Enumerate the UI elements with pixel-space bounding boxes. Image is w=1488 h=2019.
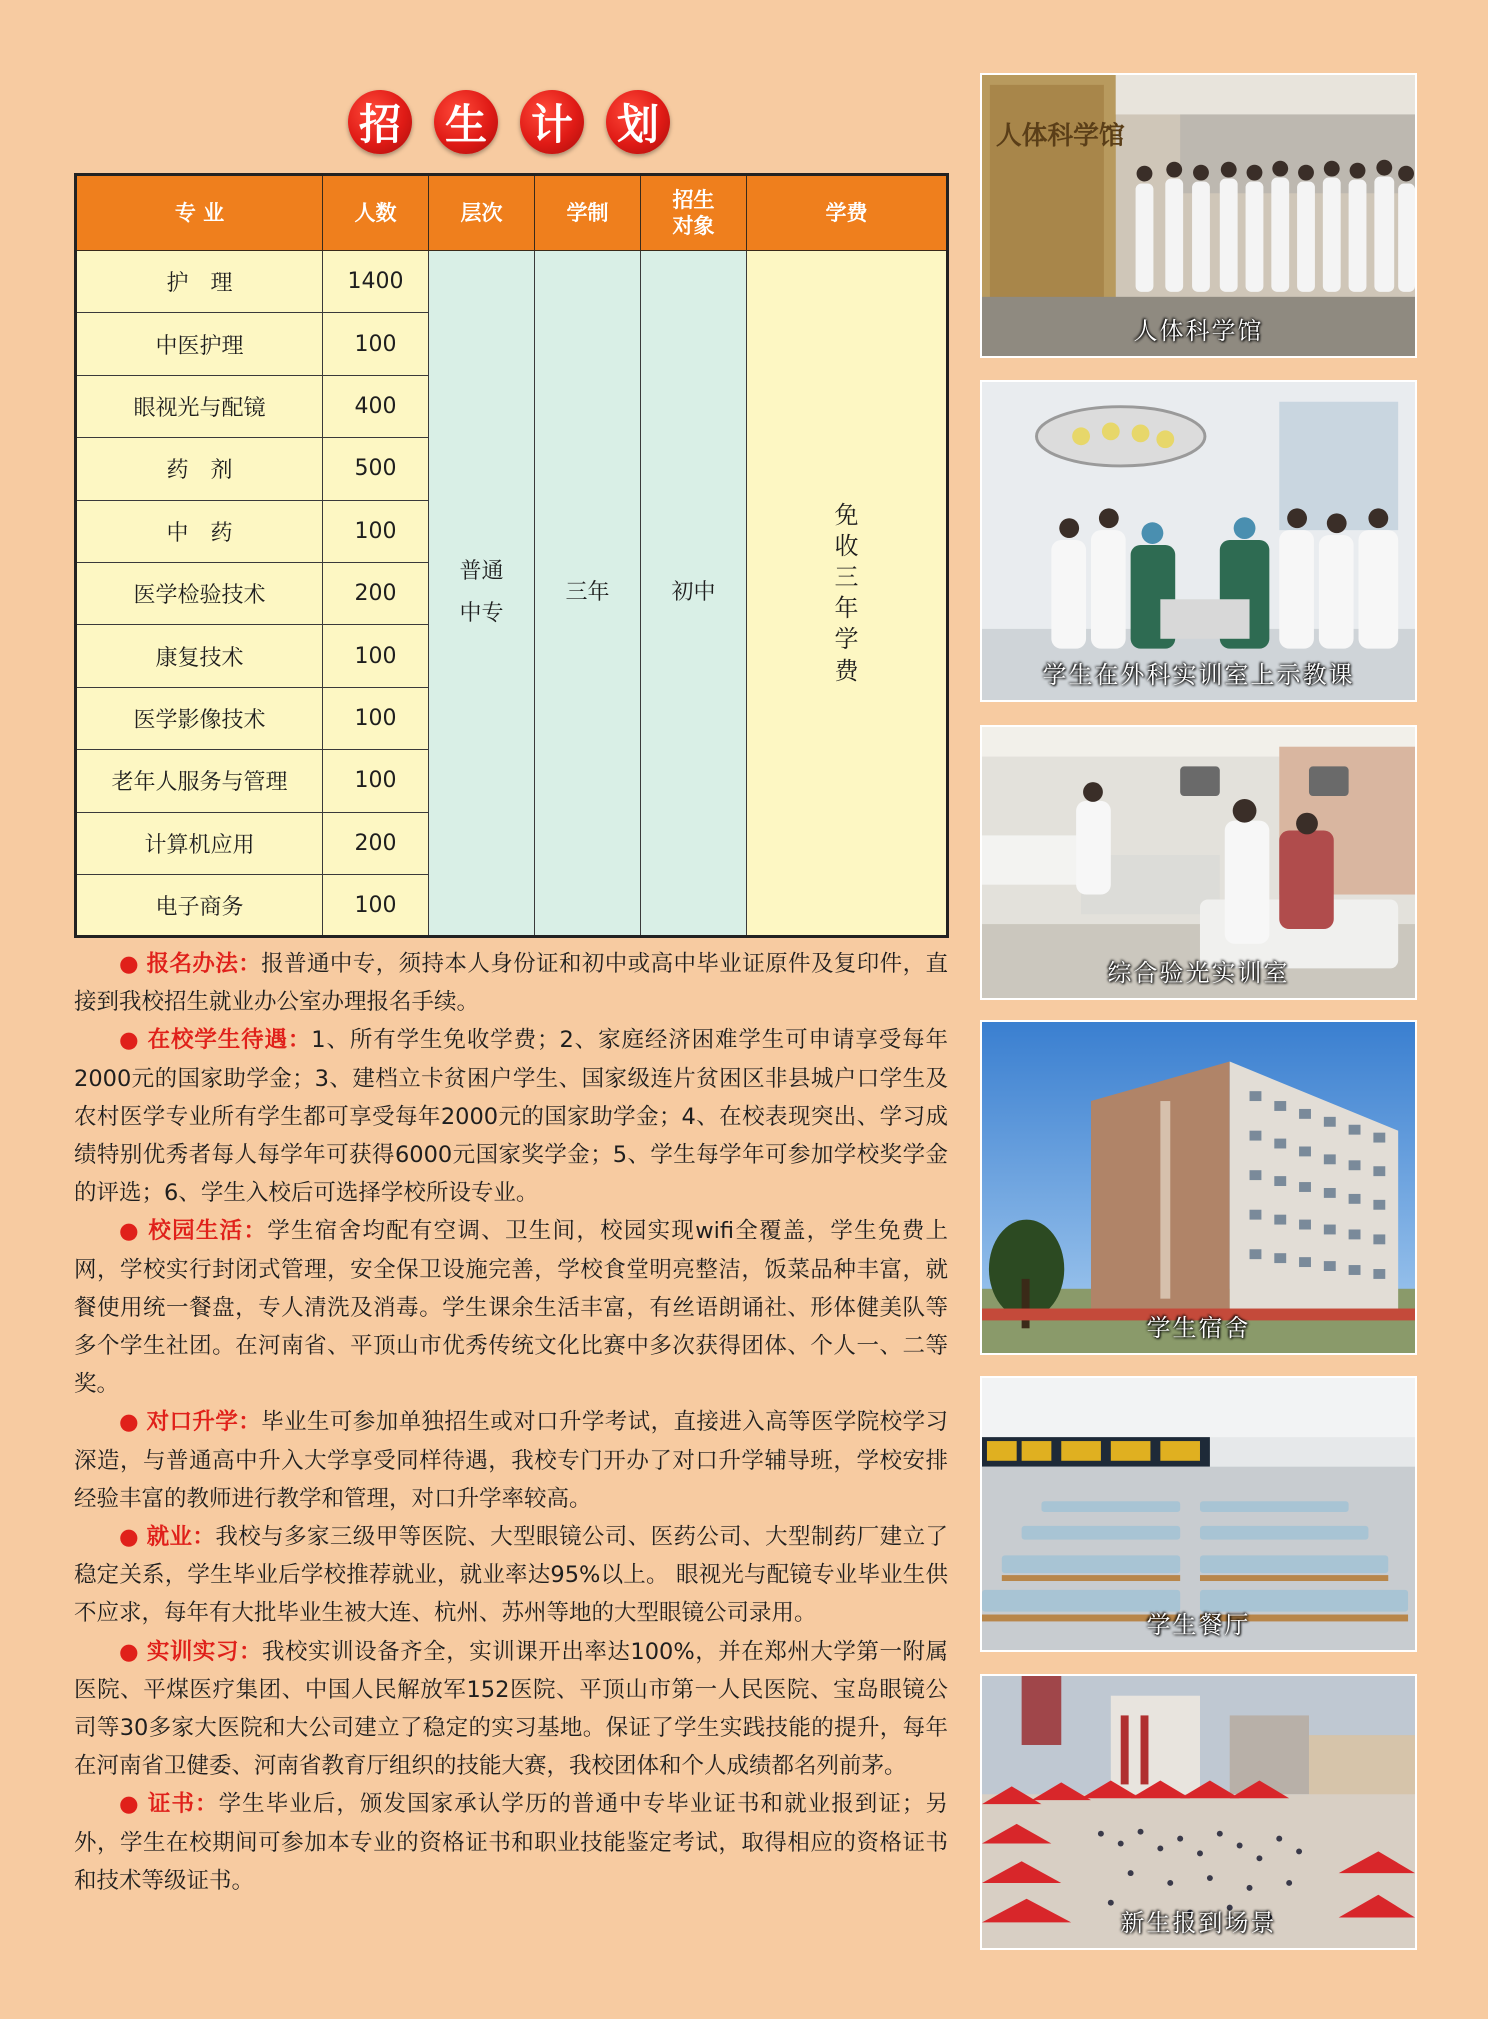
enrollment-plan-table [74, 173, 949, 938]
cell-major: 护 理 [76, 251, 323, 313]
header-major: 专 业 [76, 175, 323, 251]
paragraph-text: 我校与多家三级甲等医院、大型眼镜公司、医药公司、大型制药厂建立了稳定关系，学生毕业后学校推荐就业，就业率达95%以上。 眼视光与配镜专业毕业生供不应求，每年有大批毕业生被大连、杭州、苏州等地的大型眼镜公司录用。 [74, 1524, 948, 1627]
photo-dormitory [980, 1020, 1417, 1355]
paragraph-text: 毕业生可参加单独招生或对口升学考试，直接进入高等医学院校学习深造，与普通高中升入大学享受同样待遇，我校专门开办了对口升学辅导班，学校安排经验丰富的教师进行教学和管理，对口升学率较高。 [74, 1409, 948, 1512]
cell-major: 医学检验技术 [76, 562, 323, 624]
paragraph-internship [74, 1633, 948, 1786]
photo-science-museum [980, 73, 1417, 358]
header-fee: 学费 [747, 175, 948, 251]
paragraph-text: 报普通中专，须持本人身份证和初中或高中毕业证原件及复印件，直接到我校招生就业办公室办理报名手续。 [74, 951, 948, 1016]
photo-caption: 综合验光实训室 [1107, 959, 1290, 987]
bullet-icon: ● [119, 1791, 140, 1818]
paragraph-title: 在校学生待遇： [147, 1027, 312, 1054]
paragraph-text: 学生毕业后，颁发国家承认学历的普通中专毕业证书和就业报到证；另外，学生在校期间可参加本专业的资格证书和职业技能鉴定考试，取得相应的资格证书和技术等级证书。 [74, 1791, 948, 1894]
cell-count: 100 [323, 625, 429, 687]
cell-count: 500 [323, 438, 429, 500]
paragraph-benefits [74, 1021, 948, 1212]
cell-count: 100 [323, 313, 429, 375]
cell-major: 老年人服务与管理 [76, 750, 323, 812]
cell-duration: 三年 [535, 251, 641, 937]
cell-major: 医学影像技术 [76, 687, 323, 749]
header-level: 层次 [429, 175, 535, 251]
cell-count: 200 [323, 562, 429, 624]
cell-count: 100 [323, 500, 429, 562]
bullet-icon: ● [119, 1638, 140, 1665]
bullet-icon: ● [119, 1409, 140, 1436]
paragraph-title: 就业： [146, 1524, 216, 1551]
paragraph-title: 对口升学： [146, 1409, 262, 1436]
bullet-icon: ● [119, 1524, 140, 1551]
title-char: 招 [348, 90, 412, 154]
cell-count: 100 [323, 874, 429, 936]
paragraph-title: 证书： [147, 1791, 219, 1818]
surgery-training-image [982, 382, 1415, 700]
paragraph-further-study [74, 1403, 948, 1518]
paragraph-title: 实训实习： [146, 1638, 262, 1665]
paragraph-text: 我校实训设备齐全，实训课开出率达100%，并在郑州大学第一附属医院、平煤医疗集团、中国人民解放军152医院、平顶山市第一人民医院、宝岛眼镜公司等30多家大医院和大公司建立了稳定的实习基地。保证了学生实践技能的提升，每年在河南省卫健委、河南省教育厅组织的技能大赛，我校团体和个人成绩都名列前茅。 [74, 1638, 949, 1780]
cell-major: 中 药 [76, 500, 323, 562]
paragraph-title: 报名办法： [146, 951, 262, 977]
photo-surgery-training [980, 380, 1417, 702]
cell-major: 眼视光与配镜 [76, 375, 323, 437]
title-char: 生 [434, 90, 498, 154]
cell-major: 中医护理 [76, 313, 323, 375]
cell-fee: 免收三年学费 [747, 251, 948, 937]
paragraph-certificates [74, 1785, 948, 1900]
table-header-row [76, 175, 948, 251]
cell-count: 1400 [323, 251, 429, 313]
paragraph-text: 1、所有学生免收学费；2、家庭经济困难学生可申请享受每年2000元的国家助学金；3、建档立卡贫困户学生、国家级连片贫困区非县城户口学生及农村医学专业所有学生都可享受每年2000元的国家助学金；4、在校表现突出、学习成绩特别优秀者每人每学年可获得6000元国家奖学金；5、学生每学年可参加学校奖学金的评选；6、学生入校后可选择学校所设专业。 [74, 1027, 948, 1207]
bullet-icon: ● [119, 1027, 140, 1054]
photo-caption: 学生餐厅 [1146, 1611, 1251, 1639]
paragraph-title: 校园生活： [148, 1218, 268, 1245]
info-text [74, 945, 948, 1900]
bullet-icon: ● [119, 1218, 140, 1245]
table-row [76, 251, 948, 313]
cell-major: 药 剂 [76, 438, 323, 500]
header-target: 招生 对象 [641, 175, 747, 251]
cell-count: 200 [323, 812, 429, 874]
bullet-icon: ● [119, 951, 140, 977]
cell-major: 康复技术 [76, 625, 323, 687]
cell-major: 电子商务 [76, 874, 323, 936]
cell-count: 100 [323, 687, 429, 749]
paragraph-campus-life [74, 1212, 948, 1403]
cell-count: 400 [323, 375, 429, 437]
photo-caption: 新生报到场景 [1120, 1909, 1277, 1937]
title-char: 划 [606, 90, 670, 154]
photo-caption: 人体科学馆 [1133, 317, 1264, 345]
header-count: 人数 [323, 175, 429, 251]
museum-sign: 人体科学馆 [995, 121, 1125, 152]
title-char: 计 [520, 90, 584, 154]
cell-level: 普通 中专 [429, 251, 535, 937]
photo-caption: 学生在外科实训室上示教课 [1042, 661, 1355, 689]
cell-target: 初中 [641, 251, 747, 937]
photo-optometry-room [980, 725, 1417, 1000]
paragraph-employment [74, 1518, 948, 1633]
dormitory-image [982, 1022, 1415, 1353]
photo-registration-scene [980, 1674, 1417, 1950]
page-title [348, 90, 670, 154]
cell-major: 计算机应用 [76, 812, 323, 874]
header-duration: 学制 [535, 175, 641, 251]
paragraph-text: 学生宿舍均配有空调、卫生间，校园实现wifi全覆盖，学生免费上网，学校实行封闭式管理，安全保卫设施完善，学校食堂明亮整洁，饭菜品种丰富，就餐使用统一餐盘，专人清洗及消毒。学生课余生活丰富，有丝语朗诵社、形体健美队等多个学生社团。在河南省、平顶山市优秀传统文化比赛中多次获得团体、个人一、二等奖。 [74, 1218, 949, 1398]
photo-caption: 学生宿舍 [1146, 1314, 1251, 1342]
paragraph-registration [74, 945, 948, 1021]
photo-cafeteria [980, 1376, 1417, 1652]
cell-count: 100 [323, 750, 429, 812]
